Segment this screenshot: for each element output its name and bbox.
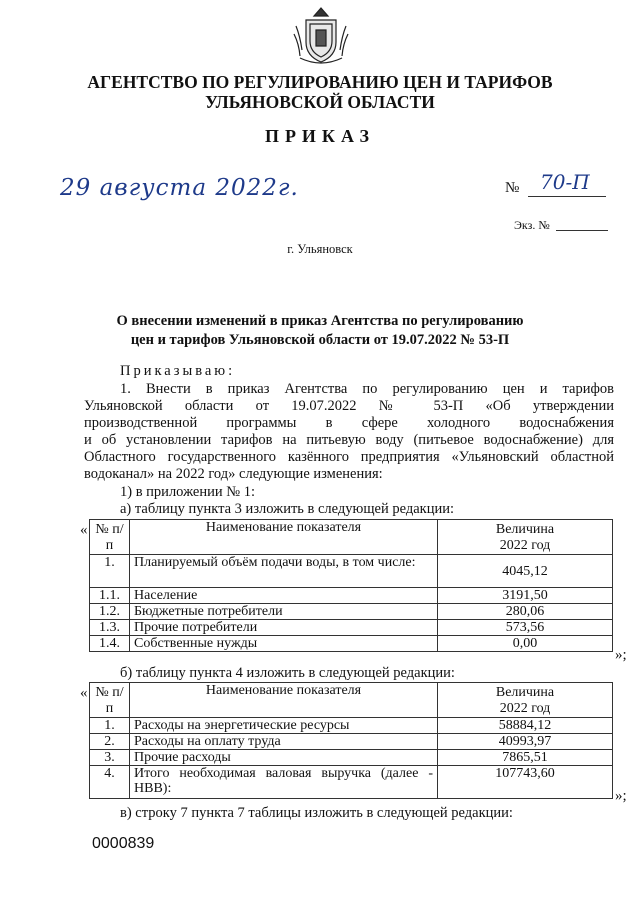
table-b-header-num: № п/п <box>90 683 130 718</box>
paragraph1-line4: и об установлении тарифов на питьевую воду (питьевое водоснабжение) для <box>84 432 614 448</box>
table-a-row1-name: Планируемый объём подачи воды, в том числе: <box>130 555 438 588</box>
table-a-header-value <box>438 520 613 555</box>
table-row <box>90 555 613 588</box>
table-a-row4-value: 573,56 <box>438 620 613 636</box>
copy-number-underline <box>556 230 608 231</box>
order-intro: Приказываю: <box>120 363 236 379</box>
table-b-header-value-line2: 2022 год <box>499 701 551 716</box>
subitem-a: а) таблицу пункта 3 изложить в следующей редакции: <box>120 501 455 517</box>
table-b-header-row <box>90 683 613 718</box>
table-a-row2-name: Население <box>130 588 438 604</box>
table-a-open-quote: « <box>80 522 88 538</box>
table-a-header-num: № п/п <box>90 520 130 555</box>
agency-name-line2: УЛЬЯНОВСКОЙ ОБЛАСТИ <box>205 92 435 112</box>
table-b-header-value-line1: Величина <box>495 685 555 700</box>
table-a-close-quote: »; <box>615 647 627 663</box>
coat-of-arms-emblem <box>290 6 352 68</box>
paragraph1-line2: Ульяновской области от 19.07.2022 № 53-П «Об утверждении <box>84 398 614 414</box>
table-b-row1-value: 58884,12 <box>438 718 613 734</box>
table-a-row5-name: Собственные нужды <box>130 636 438 652</box>
table-b-row1-name: Расходы на энергетические ресурсы <box>130 718 438 734</box>
table-a-row3-num: 1.2. <box>90 604 130 620</box>
order-subject <box>110 312 530 350</box>
table-a-row5-value: 0,00 <box>438 636 613 652</box>
subitem-appendix1: 1) в приложении № 1: <box>120 484 255 500</box>
table-b-header-value <box>438 683 613 718</box>
table-b-close-quote: »; <box>615 788 627 804</box>
table-a <box>89 519 613 652</box>
table-a-header-name: Наименование показателя <box>130 520 438 555</box>
table-a-header-row <box>90 520 613 555</box>
table-a-row1-value: 4045,12 <box>438 555 613 588</box>
handwritten-date: 29 августа 2022г. <box>60 175 299 201</box>
table-b-row3-num: 3. <box>90 750 130 766</box>
table-a-row2-num: 1.1. <box>90 588 130 604</box>
table-a-row5-num: 1.4. <box>90 636 130 652</box>
table-b-row2-value: 40993,97 <box>438 734 613 750</box>
order-number-underline <box>528 196 606 197</box>
table-b-row3-value: 7865,51 <box>438 750 613 766</box>
table-row <box>90 604 613 620</box>
order-subject-line2: цен и тарифов Ульяновской области от 19.07.2022 № 53-П <box>130 332 510 348</box>
table-a-row2-value: 3191,50 <box>438 588 613 604</box>
subitem-v: в) строку 7 пункта 7 таблицы изложить в следующей редакции: <box>120 805 513 821</box>
table-row <box>90 750 613 766</box>
agency-name-line1: АГЕНТСТВО ПО РЕГУЛИРОВАНИЮ ЦЕН И ТАРИФОВ <box>87 72 553 92</box>
paragraph1-line5: Областного государственного казённого предприятия «Ульяновский областной <box>84 449 614 465</box>
table-row <box>90 766 613 799</box>
table-b-row2-num: 2. <box>90 734 130 750</box>
table-a-row4-num: 1.3. <box>90 620 130 636</box>
table-b-header-name: Наименование показателя <box>130 683 438 718</box>
table-row <box>90 620 613 636</box>
table-a-row3-value: 280,06 <box>438 604 613 620</box>
table-b-row4-value: 107743,60 <box>438 766 613 799</box>
table-b-row2-name: Расходы на оплату труда <box>130 734 438 750</box>
table-a-row4-name: Прочие потребители <box>130 620 438 636</box>
table-b <box>89 682 613 799</box>
order-title: ПРИКАЗ <box>264 126 376 146</box>
table-b-row3-name: Прочие расходы <box>130 750 438 766</box>
table-b-row4-num: 4. <box>90 766 130 799</box>
table-b-row1-num: 1. <box>90 718 130 734</box>
paragraph1-line1: 1. Внести в приказ Агентства по регулированию цен и тарифов <box>120 381 614 397</box>
paragraph1-line6: водоканал» на 2022 год» следующие изменения: <box>84 466 383 482</box>
document-code: 0000839 <box>92 835 155 852</box>
table-a-header-value-line1: Величина <box>495 522 555 537</box>
city-name: г. Ульяновск <box>287 242 353 256</box>
table-b-open-quote: « <box>80 685 88 701</box>
handwritten-order-number: 70-П <box>540 170 590 194</box>
table-row <box>90 718 613 734</box>
subitem-b: б) таблицу пункта 4 изложить в следующей редакции: <box>120 665 455 681</box>
table-row <box>90 734 613 750</box>
paragraph1-line3: производственной программы в сфере холодного водоснабжения <box>84 415 614 431</box>
table-a-header-value-line2: 2022 год <box>499 538 551 553</box>
order-number-label: № <box>505 180 520 196</box>
table-row <box>90 636 613 652</box>
table-a-row1-num: 1. <box>90 555 130 588</box>
table-row <box>90 588 613 604</box>
table-a-row3-name: Бюджетные потребители <box>130 604 438 620</box>
order-subject-line1: О внесении изменений в приказ Агентства по регулированию <box>116 313 524 329</box>
table-b-row4-name: Итого необходимая валовая выручка (далее - НВВ): <box>130 766 438 799</box>
copy-number-label: Экз. № <box>514 218 550 232</box>
